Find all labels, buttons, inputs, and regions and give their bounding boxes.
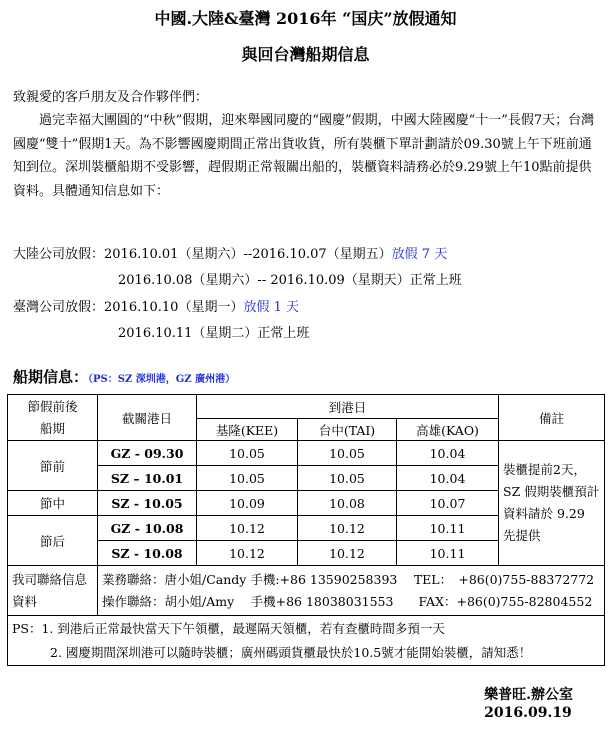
- shipping-heading: [13, 366, 235, 387]
- header-taichung: 台中(TAI): [298, 419, 397, 441]
- greeting: 致親愛的客戶朋友及合作夥伴們：: [13, 90, 209, 105]
- header-period: 節假前後船期: [8, 395, 98, 441]
- contact-label: 我司聯絡信息資料: [8, 566, 98, 616]
- mainland-label: 大陸公司放假：: [13, 247, 105, 262]
- signature-block: [484, 686, 573, 722]
- period-during: 節中: [8, 491, 98, 516]
- kaohsiung-cell: 10.11: [397, 516, 499, 541]
- taiwan-holiday-line-2: 2016.10.11（星期二）正常上班: [118, 326, 310, 341]
- kaohsiung-cell: 10.04: [397, 441, 499, 466]
- signature-date: 2016.09.19: [484, 705, 572, 721]
- port-note: （PS：SZ 深圳港，GZ 廣州港）: [88, 374, 236, 385]
- cutoff-cell: SZ - 10.05: [98, 491, 197, 516]
- mainland-dates: 2016.10.01（星期六）--2016.10.07（星期五）: [104, 247, 392, 262]
- sales-contact: 業務聯絡：唐小姐/Candy 手機:+86 13590258393 TEL： +86(0)755-88372772: [102, 571, 595, 587]
- notice-title: 中國.大陸&臺灣 2016年 “国庆”放假通知: [154, 9, 457, 28]
- taiwan-dates: 2016.10.10（星期一）: [104, 300, 244, 315]
- remark-cell: 裝櫃提前2天，SZ 假期裝櫃預計資料請於 9.29 先提供: [499, 441, 605, 566]
- taichung-cell: 10.05: [298, 441, 397, 466]
- mainland-days-off: 放假 7 天: [391, 247, 448, 262]
- taichung-cell: 10.08: [298, 491, 397, 516]
- header-keelung: 基隆(KEE): [197, 419, 298, 441]
- cutoff-cell: SZ – 10.01: [98, 466, 197, 491]
- ps-note-1: PS：1. 到港后正常最快當天下午領櫃，最遲隔天領櫃，若有查櫃時間多預一天: [12, 620, 445, 636]
- header-arrival: 到港日: [197, 395, 499, 419]
- keelung-cell: 10.12: [197, 541, 298, 566]
- letter-body: 過完幸福大團圓的“中秋”假期，迎來舉國同慶的“國慶”假期，中國大陸國慶“十一”長假7天；台灣國慶“雙十”假期1天。為不影響國慶期間正常出貨收貨，所有裝櫃下單計劃請於09.30號上午下班前通知到位。深圳裝櫃船期不受影響，趕假期正常報關出船的，裝櫃資料請務必於9.29號上午10點前提供資料。具體通知信息如下：: [13, 113, 595, 199]
- shipping-label: 船期信息：: [13, 368, 89, 386]
- taiwan-holiday-line-1: [13, 296, 299, 315]
- table-header-row: [8, 395, 605, 419]
- contact-row: [8, 566, 605, 616]
- table-row: [8, 441, 605, 466]
- cutoff-cell: GZ - 09.30: [98, 441, 197, 466]
- taichung-cell: 10.12: [298, 541, 397, 566]
- taichung-cell: 10.12: [298, 516, 397, 541]
- header-kaohsiung: 高雄(KAO): [397, 419, 499, 441]
- contact-details: [98, 566, 605, 616]
- ps-note-2: 2. 國慶期間深圳港可以隨時裝櫃；廣州碼頭貨櫃最快於10.5號才能開始裝櫃，請知悉！: [50, 644, 532, 660]
- taichung-cell: 10.05: [298, 466, 397, 491]
- ops-contact: 操作聯絡：胡小姐/Amy 手機+86 18038031553 FAX：+86(0)755-82804552: [102, 593, 593, 609]
- kaohsiung-cell: 10.07: [397, 491, 499, 516]
- kaohsiung-cell: 10.11: [397, 541, 499, 566]
- cutoff-cell: SZ - 10.08: [98, 541, 197, 566]
- signature-company: 樂普旺.辦公室: [484, 687, 573, 703]
- keelung-cell: 10.05: [197, 441, 298, 466]
- mainland-holiday-line-2: 2016.10.08（星期六）-- 2016.10.09（星期天）正常上班: [118, 273, 462, 288]
- ps-notes: [8, 616, 605, 666]
- taiwan-label: 臺灣公司放假：: [13, 300, 105, 315]
- header-cutoff: 截關港日: [98, 395, 197, 441]
- kaohsiung-cell: 10.04: [397, 466, 499, 491]
- taiwan-days-off: 放假 1 天: [243, 300, 299, 315]
- shipping-schedule-table: [7, 394, 605, 666]
- ps-row: [8, 616, 605, 666]
- period-after: 節后: [8, 516, 98, 566]
- keelung-cell: 10.09: [197, 491, 298, 516]
- period-before: 節前: [8, 441, 98, 491]
- keelung-cell: 10.05: [197, 466, 298, 491]
- header-remark: 備註: [499, 395, 605, 441]
- cutoff-cell: GZ - 10.08: [98, 516, 197, 541]
- mainland-holiday-line-1: [13, 243, 447, 262]
- keelung-cell: 10.12: [197, 516, 298, 541]
- notice-subtitle: 與回台灣船期信息: [241, 45, 370, 64]
